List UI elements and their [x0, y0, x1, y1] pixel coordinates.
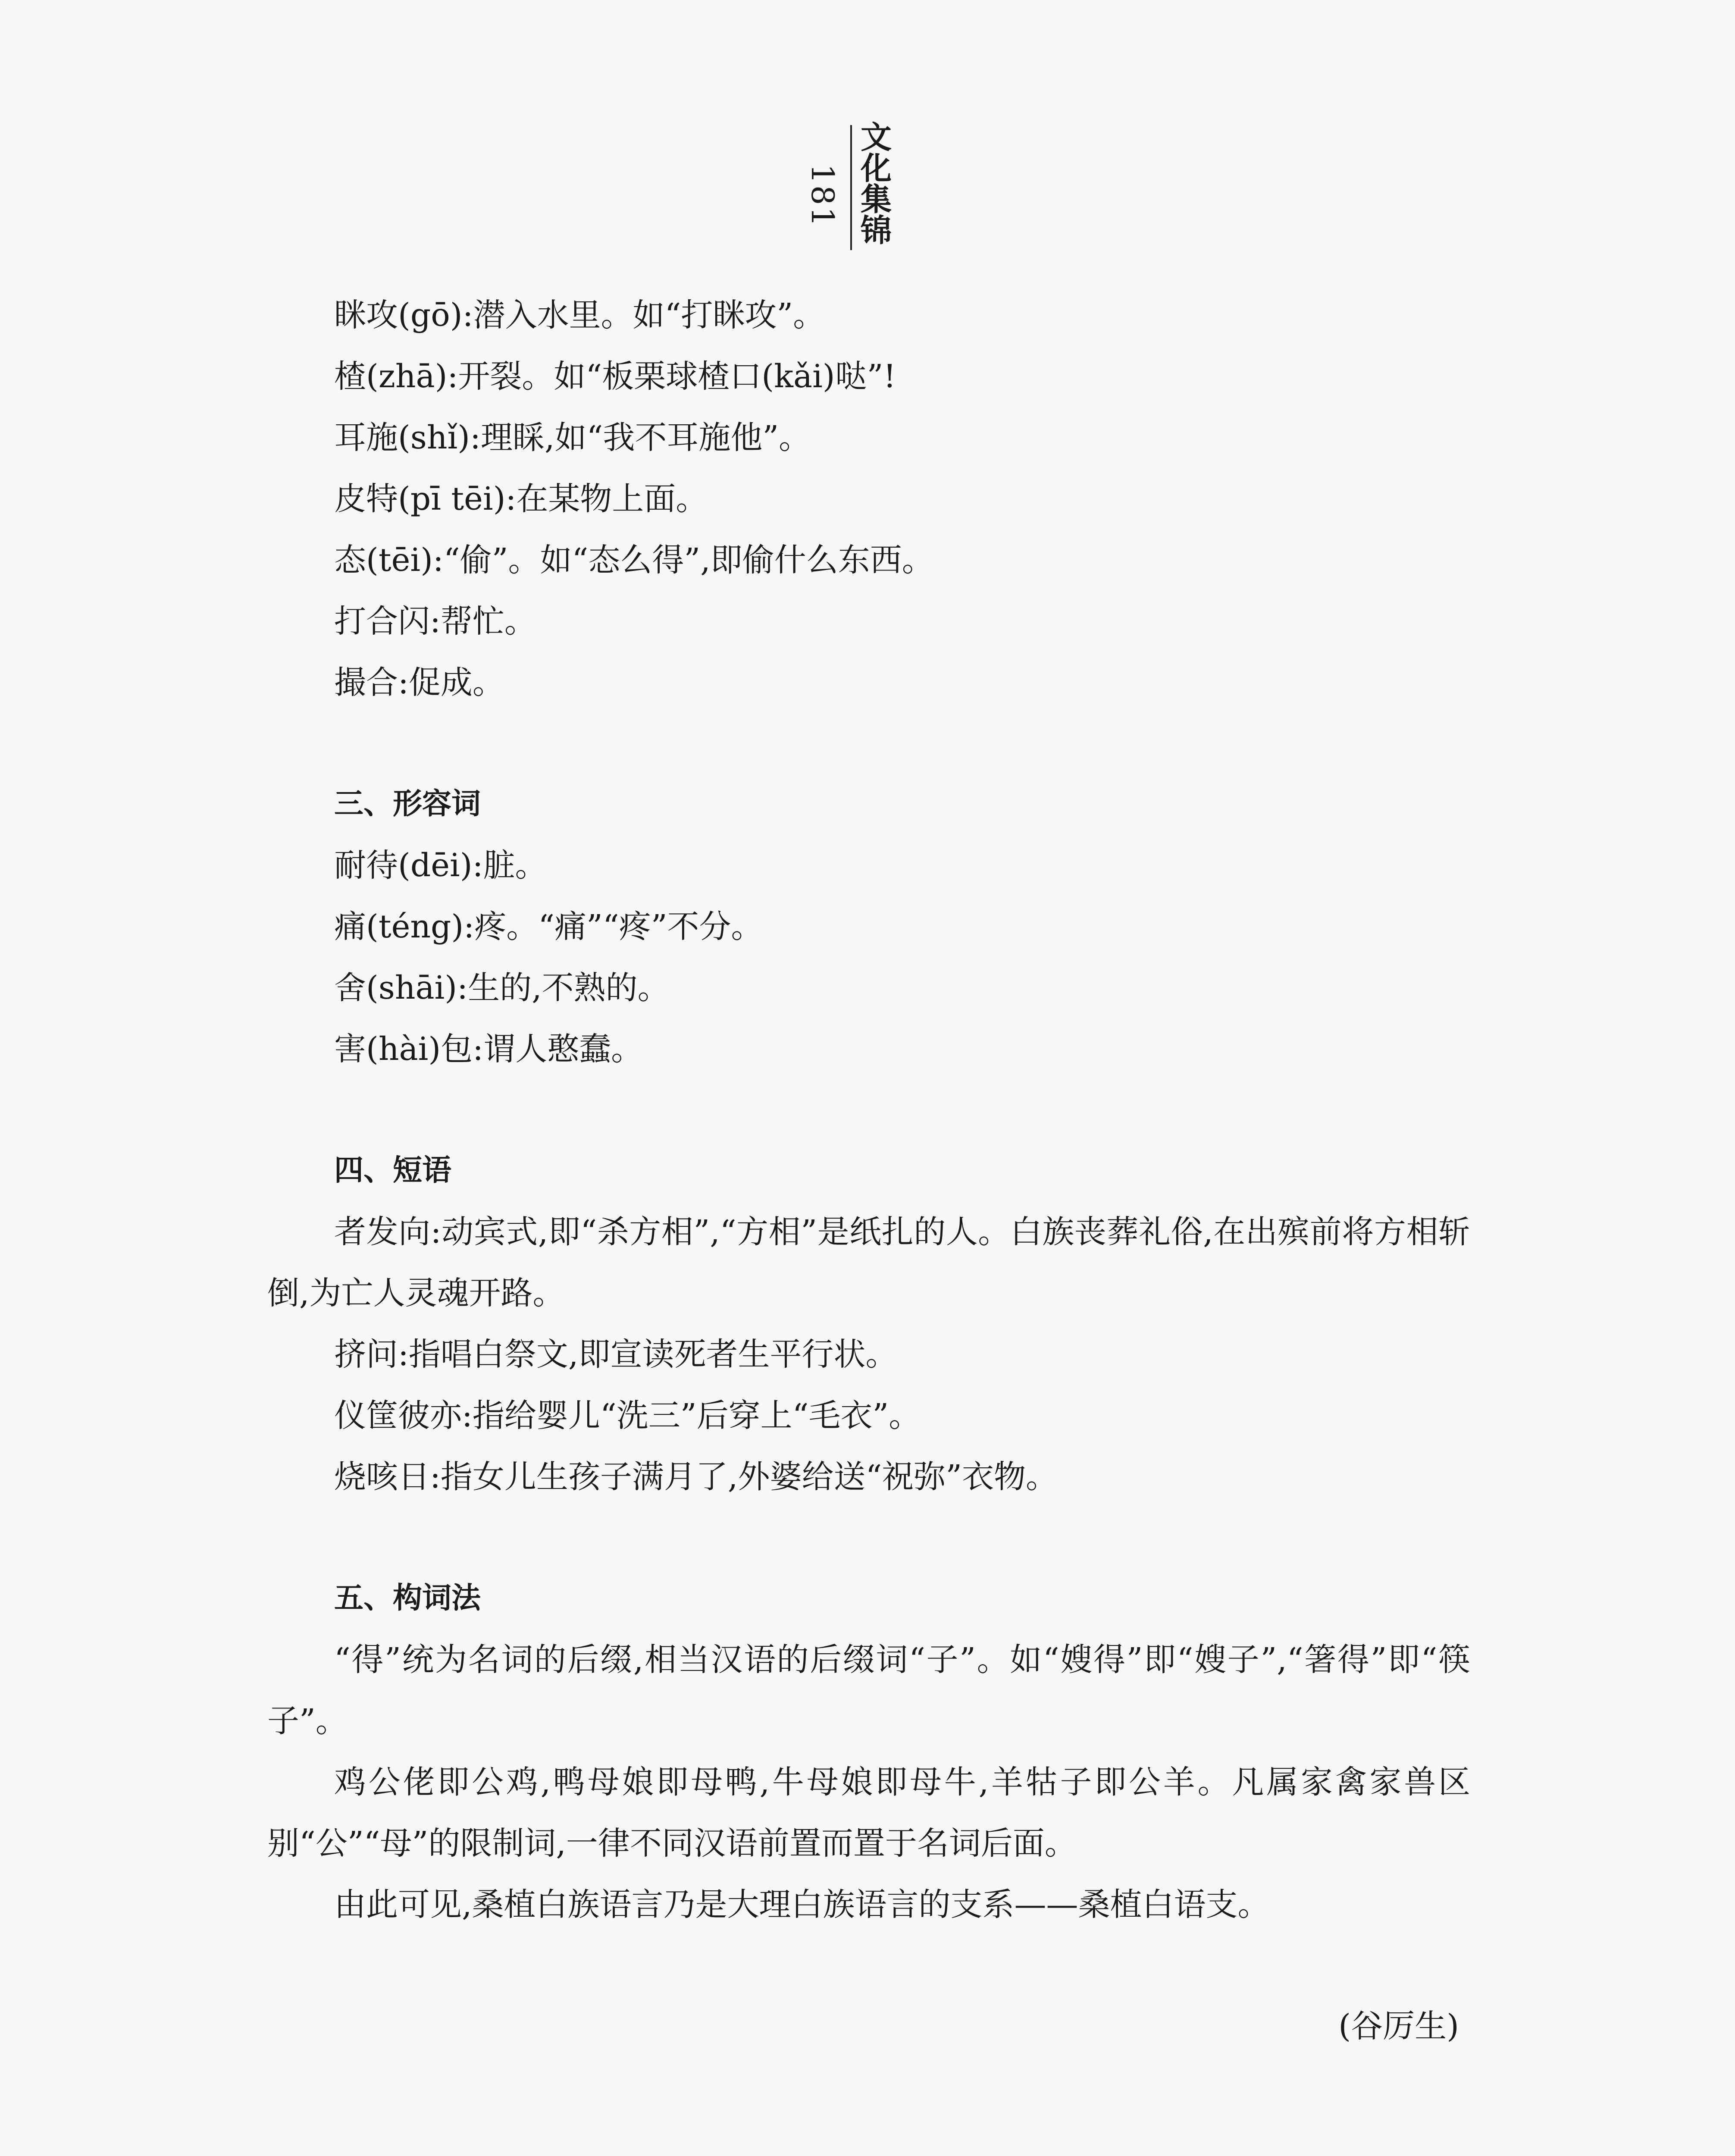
article-body — [267, 285, 1470, 1935]
paragraph: “得”统为名词的后缀,相当汉语的后缀词“子”。如“嫂得”即“嫂子”,“箸得”即“筷子”。 — [267, 1641, 1470, 1739]
entry-line: 舍(shāi):生的,不熟的。 — [334, 969, 670, 1006]
entry-line: 仪筐彼亦:指给婴儿“洗三”后穿上“毛衣”。 — [334, 1397, 921, 1434]
section-heading-phrases: 四、短语 — [334, 1153, 452, 1188]
section-title: 文化集锦 — [855, 121, 892, 245]
running-header — [793, 121, 892, 250]
page-number: 181 — [805, 164, 841, 229]
entry-line: 耐待(dēi):脏。 — [334, 847, 547, 884]
entry-line: 楂(zhā):开裂。如“板栗球楂口(kǎi)哒”! — [334, 358, 896, 395]
entry-line: 撮合:促成。 — [334, 664, 504, 701]
entry-line: 痛(téng):疼。“痛”“疼”不分。 — [334, 908, 763, 945]
entry-line: 耳施(shǐ):理睬,如“我不耳施他”。 — [334, 419, 811, 456]
entry-line: 打合闪:帮忙。 — [334, 603, 536, 640]
author-signature: (谷厉生) — [1338, 2008, 1459, 2045]
section-heading-adjectives: 三、形容词 — [334, 787, 481, 821]
entry-line: 态(tēi):“偷”。如“态么得”,即偷什么东西。 — [334, 542, 934, 579]
paragraph: 由此可见,桑植白族语言乃是大理白族语言的支系——桑植白语支。 — [334, 1886, 1270, 1923]
paragraph: 者发向:动宾式,即“杀方相”,“方相”是纸扎的人。白族丧葬礼俗,在出殡前将方相斩倒,为亡人灵魂开路。 — [267, 1213, 1470, 1312]
paragraph: 鸡公佬即公鸡,鸭母娘即母鸭,牛母娘即母牛,羊牯子即公羊。凡属家禽家兽区别“公”“母”的限制词,一律不同汉语前置而置于名词后面。 — [267, 1764, 1470, 1862]
entry-line: 挤问:指唱白祭文,即宣读死者生平行状。 — [334, 1336, 898, 1373]
entry-line: 害(hài)包:谓人憨蠢。 — [334, 1031, 643, 1068]
entry-line: 皮特(pī tēi):在某物上面。 — [334, 480, 708, 517]
header-rule — [850, 125, 852, 250]
entry-line: 烧咳日:指女儿生孩子满月了,外婆给送“祝弥”衣物。 — [334, 1458, 1058, 1495]
entry-line: 眯攻(gō):潜入水里。如“打眯攻”。 — [334, 297, 825, 334]
section-heading-word-formation: 五、构词法 — [334, 1581, 481, 1615]
